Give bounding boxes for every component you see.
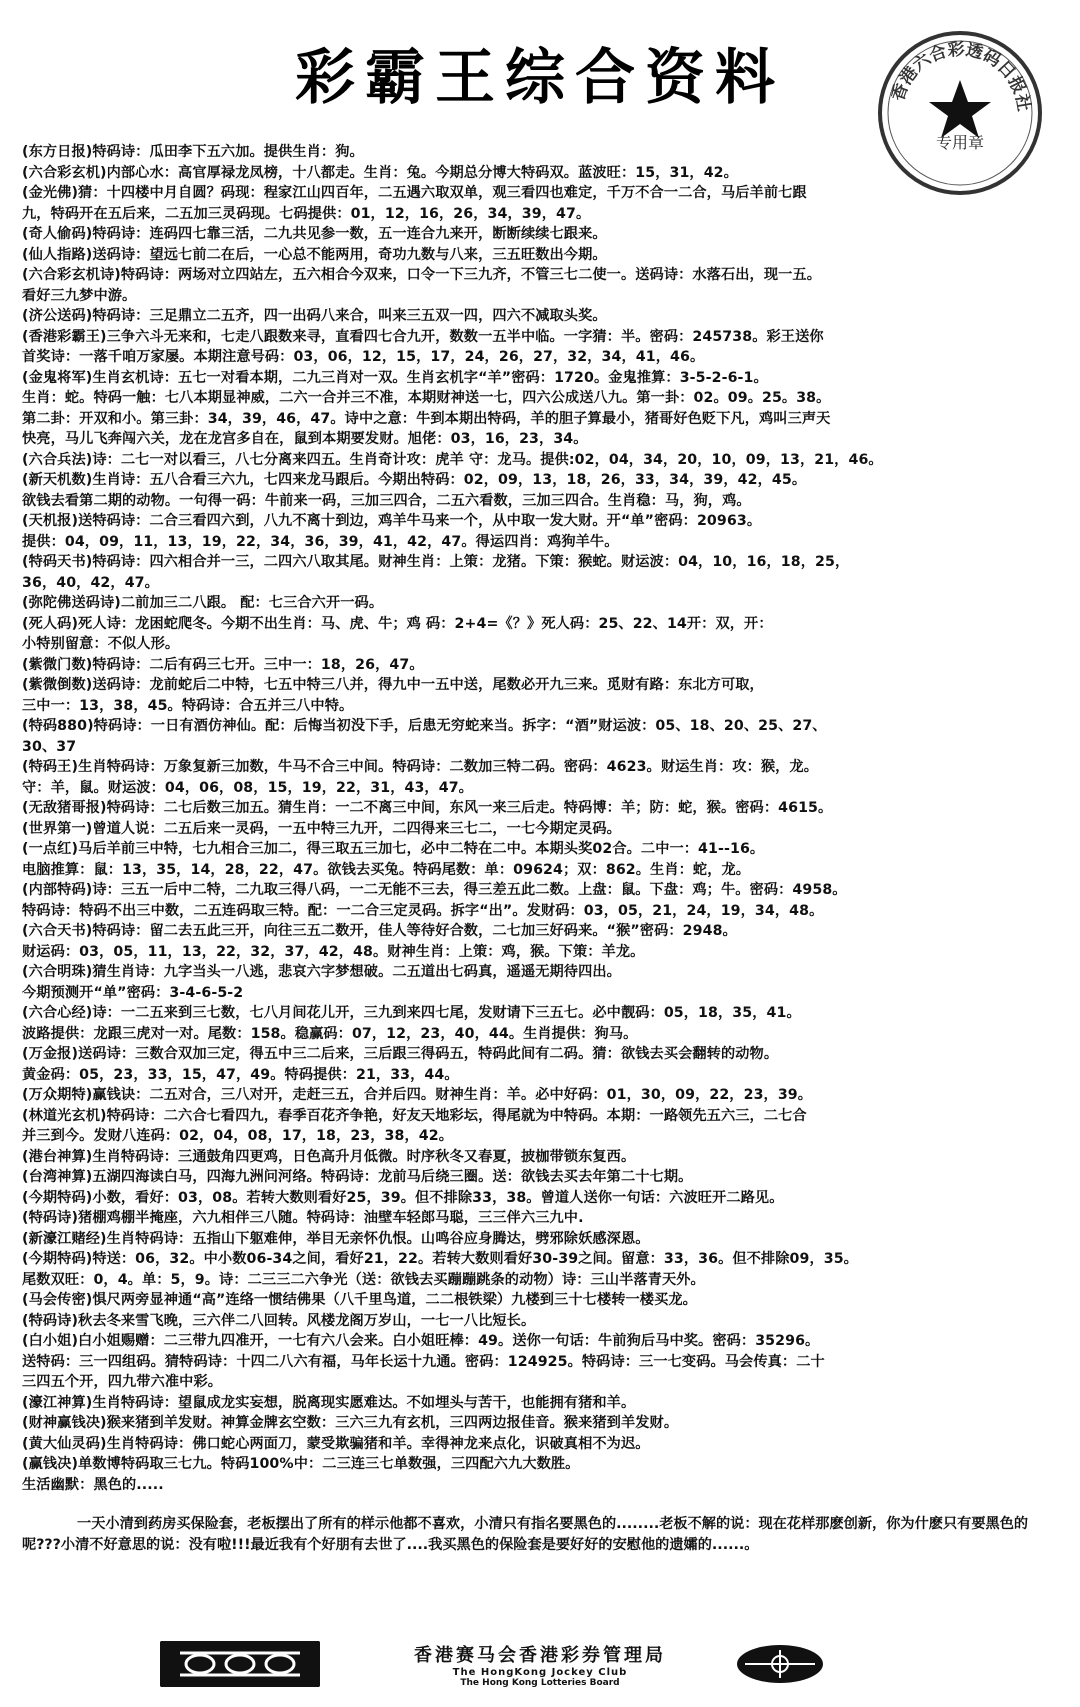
text-line: (无敌猪哥报)特码诗：二七后数三加五。猜生肖：一二不离三中间，东风一来三后走。特码博：羊；防：蛇，猴。密码：4615。 (22, 800, 833, 816)
text-line: 尾数双旺：0，4。单：5，9。诗：二三三二六争光（送：欲钱去买蹦蹦跳条的动物）诗：三山半落青天外。 (22, 1271, 705, 1288)
text-line: (特码诗)猪棚鸡棚半掩座，六九相伴三八随。特码诗：油壁车轻郎马聪，三三伴六三九中. (22, 1210, 584, 1226)
text-line: (万众期特)赢钱诀：二五对合，三八对开，走赶三五，合并后四。财神生肖：羊。必中好码：01，30，09，22，23，39。 (22, 1087, 813, 1103)
text-line: 生活幽默：黑色的..... (22, 1476, 164, 1493)
text-line: (马会传密)惧尺两旁显神通“高”连络一惯结佛果（八千里鸟道，二二根铁梁）九楼到三十七楼转一楼买龙。 (22, 1292, 697, 1308)
text-line: (六合彩玄机)内部心水：高官厚禄龙凤榜，十八都走。生肖：兔。今期总分博大特码双。蓝波旺：15，31，42。 (22, 164, 738, 181)
text-line: (今期特码)小数，看好：03，08。若转大数则看好25，39。但不排除33，38。曾道人送你一句话：六波旺开二路见。 (22, 1189, 784, 1206)
text-line: (仙人指路)送码诗：望远七前二在后，一心总不能两用，奇功九数与八来，三五旺数出今期。 (22, 246, 607, 263)
text-line: 三中一：13，38，45。特码诗：合五并三八中特。 (22, 697, 354, 714)
jockey-club-logo-icon (160, 1641, 320, 1687)
text-line: 首奖诗：一落千咱万家屡。本期注意号码：03，06，12，15，17，24，26，27，32，34，41，46。 (22, 349, 705, 365)
page-title: 彩霸王综合资料 (295, 43, 785, 113)
text-line: 波路提供：龙跟三虎对一对。尾数：158。稳赢码：07，12，23，40，44。生肖提供：狗马。 (22, 1025, 638, 1042)
text-line: (内部特码)诗：三五一后中二特，二九取三得八码，一二无能不三去，得三差五此二数。上盘：鼠。下盘：鸡；牛。密码：4958。 (22, 882, 847, 898)
text-line: 送特码：三一四组码。猜特码诗：十四二八六有福，马年长运十九通。密码：124925。特码诗：三一七变码。马会传真：二十 (22, 1353, 825, 1370)
text-line: 30、37 (22, 738, 77, 755)
text-line: (六合天书)特码诗：留二去五此三开，向往三五二数开，佳人等待好合数，二七加三好码来。“猴”密码：2948。 (22, 923, 737, 939)
organization-name-en-sub: The Hong Kong Lotteries Board (460, 1678, 620, 1688)
text-line: (奇人偷码)特码诗：连码四七靠三活，二九共见参一数，五一连合九来开，断断续续七跟来。 (22, 226, 607, 242)
text-line: 黄金码：05，23，33，15，47，49。特码提供：21，33，44。 (22, 1066, 459, 1083)
text-line: 欲钱去看第二期的动物。一句得一码：牛前来一码，三加三四合，二五六看数，三加三四合。生肖稳：马，狗，鸡。 (22, 492, 751, 509)
text-line: 电脑推算：鼠：13，35，14，28，22，47。欲钱去买兔。特码尾数：单：09624；双：862。生肖：蛇，龙。 (22, 861, 751, 878)
organization-name-cn: 香港赛马会香港彩券管理局 (414, 1645, 666, 1666)
text-line: (世界第一)曾道人说：二五后来一灵码，一五中特三九开，二四得来三七二，一七今期定灵码。 (22, 820, 621, 837)
text-line: (弥陀佛送码诗)二前加三二八跟。 配：七三合六开一码。 (22, 595, 384, 611)
text-line: 小特别留意：不似人形。 (22, 636, 180, 652)
prediction-list (22, 142, 1062, 1495)
text-line: 九，特码开在五后来，二五加三灵码现。七码提供：01，12，16，26，34，39，47。 (22, 205, 591, 222)
text-line: (六合心经)诗：一二五来到三七数，七八月间花儿开，三九到来四七尾，发财请下三五七。必中靓码：05，18，35，41。 (22, 1005, 801, 1021)
stamp-label: 专用章 (935, 133, 984, 152)
text-line: 生肖：蛇。特码一触：七八本期显神威，二六一合并三不准，本期财神送一七，四六公成送八九。第一卦：02。09。25。38。 (22, 390, 831, 406)
text-line: (紫微倒数)送码诗：龙前蛇后二中特，七五中特三八并，得九中一五中送，尾数必开九三来。觅财有路：东北方可取， (22, 677, 764, 693)
organization-block (340, 1641, 740, 1688)
lotteries-board-logo-icon (735, 1642, 825, 1686)
text-line: (黄大仙灵码)生肖特码诗：佛口蛇心两面刀，蒙受欺骗猪和羊。幸得神龙来点化，识破真相不为迟。 (22, 1435, 650, 1452)
text-line: (六合彩玄机诗)特码诗：两场对立四站左，五六相合今双来，口令一下三九齐，不管三七二使一。送码诗：水落石出，现一五。 (22, 267, 821, 283)
text-line: 特码诗：特码不出三中数，二五连码取三特。配：一二合三定灵码。拆字“出”。发财码：03，05，21，24，19，34，48。 (22, 902, 824, 919)
text-line: (今期特码)特送：06，32。中小数06-34之间，看好21，22。若转大数则看好30-39之间。留意：33，36。但不排除09，35。 (22, 1251, 858, 1267)
text-line: (白小姐)白小姐赐赠：二三带九四准开，一七有六八会来。白小姐旺棒：49。送你一句话：牛前狗后马中奖。密码：35296。 (22, 1333, 820, 1349)
text-line: (特码880)特码诗：一日有酒仿神仙。配：后悔当初没下手，后患无穷蛇来当。拆字：“酒”财运波：05、18、20、25、27、 (22, 718, 827, 734)
text-line: 第二卦：开双和小。第三卦：34，39，46，47。诗中之意：牛到本期出特码，羊的胆子算最小，猪哥好色贬下凡，鸡叫三声天 (22, 410, 831, 427)
text-line: 提供：04，09，11，13，19，22，34，36，39，41，42，47。得运四肖：鸡狗羊牛。 (22, 533, 619, 550)
humor-story: 一天小清到药房买保险套，老板摆出了所有的样示他都不喜欢，小清只有指名要黑色的........老板不解的说：现在花样那麽创新，你为什麽只有要黑色的呢???小清不好意思的说：没有啦!!!最近我有个好朋有去世了....我买黑色的保险套是要好好的安慰他的遗孀的......。 (22, 1516, 1029, 1553)
text-line: (濠江神算)生肖特码诗：望鼠成龙实妄想，脱离现实愿难达。不如埋头与苦干，也能拥有猪和羊。 (22, 1394, 636, 1411)
text-line: (赢钱决)单数博特码取三七九。特码100%中：二三连三七单数强，三四配六九大数胜。 (22, 1456, 580, 1472)
text-line: (一点红)马后羊前三中特，七九相合三加二，得三取五三加七，必中二特在二中。本期头奖02合。二中一：41--16。 (22, 841, 765, 857)
text-line: (特码天书)特码诗：四六相合并一三，二四六八取其尾。财神生肖：上策：龙猪。下策：猴蛇。财运波：04，10，16，18，25， (22, 554, 850, 570)
text-line: 今期预测开“单”密码：3-4-6-5-2 (22, 984, 244, 1001)
text-line: (六合明珠)猜生肖诗：九字当头一八逃，悲哀六字梦想破。二五道出七码真，遥遥无期待四出。 (22, 964, 621, 980)
text-line: 财运码：03，05，11，13，22，32，37，42，48。财神生肖：上策：鸡，猴。下策：羊龙。 (22, 943, 645, 960)
text-line: (香港彩霸王)三争六斗无来和，七走八跟数来寻，直看四七合九开，数数一五半中临。一字猜：半。密码：245738。彩王送你 (22, 328, 824, 345)
text-line: (万金报)送码诗：三数合双加三定，得五中三二后来，三后跟三得码五，特码此间有二码。猜：欲钱去买会翻转的动物。 (22, 1046, 779, 1062)
text-line: 三四五个开，四九带六准中彩。 (22, 1374, 223, 1390)
text-line: (死人码)死人诗：龙困蛇爬冬。今期不出生肖：马、虎、牛；鸡 码：2+4=《？》死人码：25、22、14开：双，开： (22, 615, 773, 632)
text-line: (金鬼将军)生肖玄机诗：五七一对看本期，二九三肖对一双。生肖玄机字“羊”密码：1720。金鬼推算：3-5-2-6-1。 (22, 369, 768, 386)
text-line: (台湾神算)五湖四海读白马，四海九洲问河络。特码诗：龙前马后绕三圈。送：欲钱去买去年第二十七期。 (22, 1169, 693, 1185)
text-line: (特码诗)秋去冬来雪飞晚，三六伴二八回转。风楼龙阁万岁山，一七一八比短长。 (22, 1312, 536, 1329)
text-line: (港台神算)生肖特码诗：三通鼓角四更鸡，日色高升月低微。时序秋冬又春夏，披枷带锁东复西。 (22, 1148, 636, 1165)
organization-name-en: The HongKong Jockey Club (452, 1667, 628, 1678)
text-line: (金光佛)猜：十四楼中月自圆？码现：程家江山四百年，二五遇六取双单，观三看四也难定，千万不合一二合，马后羊前七跟 (22, 185, 807, 201)
text-line: (特码王)生肖特码诗：万象复新三加数，牛马不合三中间。特码诗：二数加三特二码。密码：4623。财运生肖：攻：猴，龙。 (22, 759, 819, 775)
stamp-ring-text: 香港六合彩透码日报社 (888, 39, 1034, 113)
text-line: (紫微门数)特码诗：二后有码三七开。三中一：18，26，47。 (22, 656, 424, 673)
text-line: 守：羊，鼠。财运波：04，06，08，15，19，22，31，43，47。 (22, 779, 473, 796)
text-line: 36，40，42，47。 (22, 574, 159, 591)
text-line: (济公送码)特码诗：三足鼎立二五齐，四一出码八来合，叫来三五双一四，四六不减取头奖。 (22, 308, 607, 324)
text-line: (新天机数)生肖诗：五八合看三六九，七四来龙马跟后。今期出特码：02，09，13，18，26，33，34，39，42，45。 (22, 472, 807, 488)
text-line: (林道光玄机)特码诗：二六合七看四九，春季百花齐争艳，好友天地彩坛，得尾就为中特码。本期：一路领先五六三，二七合 (22, 1107, 807, 1124)
text-line: (财神赢钱决)猴来猪到羊发财。神算金牌玄空数：三六三九有玄机，三四两边报佳音。猴来猪到羊发财。 (22, 1415, 679, 1431)
text-line: (东方日报)特码诗：瓜田李下五六加。提供生肖：狗。 (22, 144, 364, 160)
text-line: 并三到今。发财八连码：02，04，08，17，18，23，38，42。 (22, 1128, 454, 1144)
text-line: (新濠江赌经)生肖特码诗：五指山下躯难伸，举目无亲怀仇恨。山鸣谷应身腾达，劈邪除妖感深恩。 (22, 1230, 650, 1247)
text-line: 看好三九梦中游。 (22, 287, 137, 304)
text-line: (天机报)送特码诗：二合三看四六到，八九不离十到边，鸡羊牛马来一个，从中取一发大财。开“单”密码：20963。 (22, 513, 762, 529)
text-line: (六合兵法)诗：二七一对以看三，八七分离来四五。生肖奇计攻：虎羊 守：龙马。提供:02，04，34，20，10，09，13，21，46。 (22, 451, 883, 468)
text-line: 快亮，马儿飞奔闯六关，龙在龙宫多自在，鼠到本期要发财。旭佬：03，16，23，34。 (22, 431, 588, 447)
